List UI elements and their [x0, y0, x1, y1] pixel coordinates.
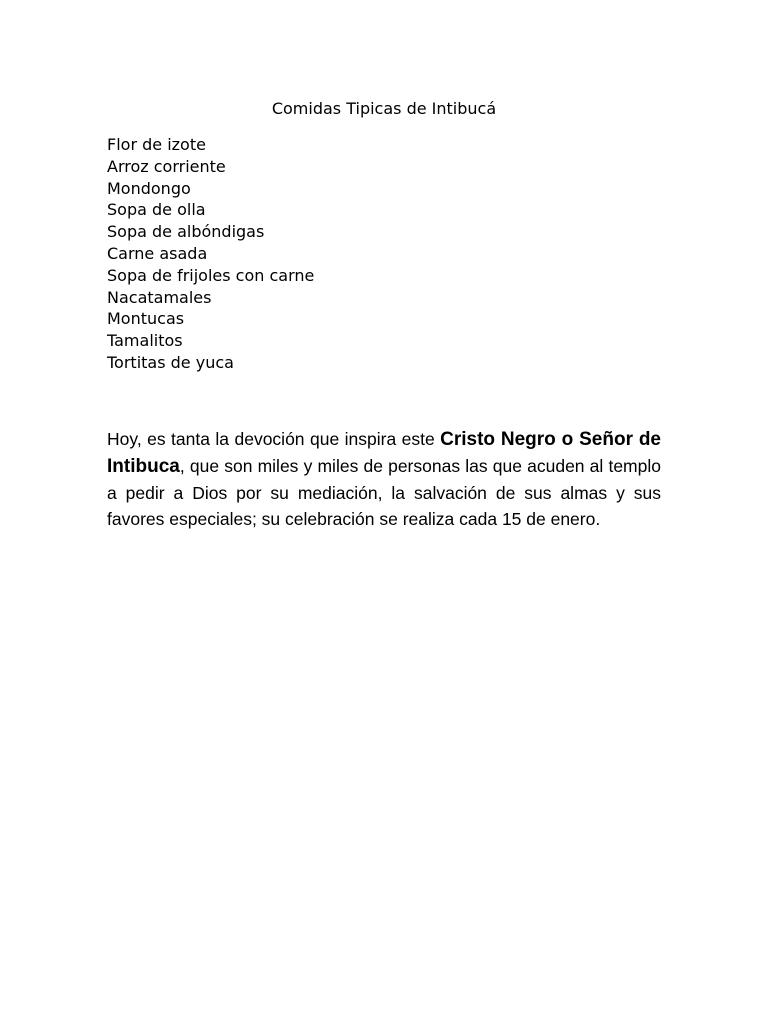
list-item: Sopa de frijoles con carne: [107, 265, 315, 285]
paragraph-rest: , que son miles y miles de personas las que acuden al templo a pedir a Dios por su mediación, la salvación de sus almas y sus favores especiales; su celebración se realiza cada 15 de enero.: [107, 456, 661, 529]
list-item: Sopa de olla: [107, 200, 206, 220]
list-item: Mondongo: [107, 178, 191, 198]
list-item: Tamalitos: [107, 331, 183, 351]
list-item: Montucas: [107, 309, 185, 329]
list-item: Carne asada: [107, 243, 208, 263]
list-item: Flor de izote: [107, 135, 206, 154]
list-item: Tortitas de yuca: [107, 352, 234, 372]
paragraph-intro: Hoy, es tanta la devoción que inspira este: [107, 429, 441, 449]
body-paragraph: [107, 426, 661, 532]
list-item: Nacatamales: [107, 287, 212, 307]
document-title: Comidas Tipicas de Intibucá: [271, 99, 497, 118]
list-item: Sopa de albóndigas: [107, 222, 265, 242]
paragraph-highlight: Cristo Negro o Señor de Intibuca: [107, 429, 661, 477]
food-list: [107, 134, 314, 374]
list-item: Arroz corriente: [107, 156, 226, 176]
